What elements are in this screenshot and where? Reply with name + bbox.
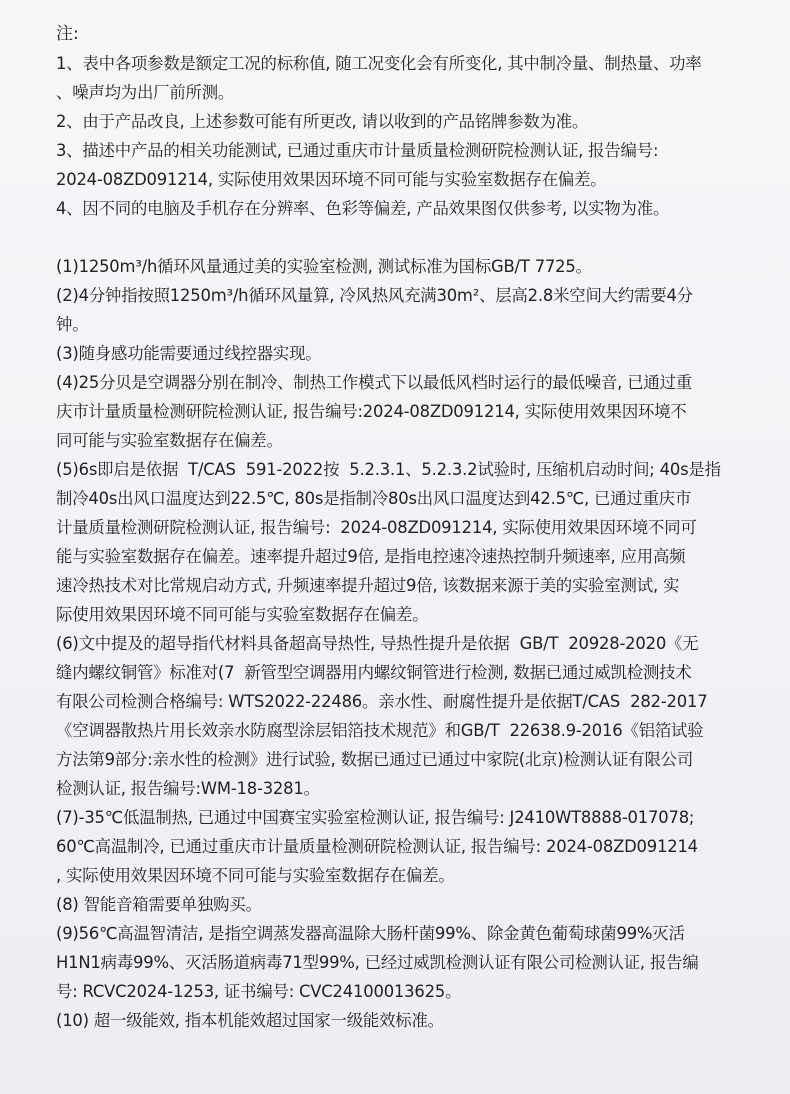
footnote-line: (10) 超一级能效, 指本机能效超过国家一级能效标准。	[56, 1011, 444, 1030]
general-note-line: 4、因不同的电脑及手机存在分辨率、色彩等偏差, 产品效果图仅供参考, 以实物为准。	[56, 199, 670, 218]
footnotes	[56, 252, 738, 1035]
footnote-line: (4)25分贝是空调器分别在制冷、制热工作模式下以最低风档时运行的最低噪音, 已通过重	[56, 373, 692, 392]
footnote-line: 号: RCVC2024-1253, 证书编号: CVC24100013625。	[56, 982, 462, 1001]
footnote-line: (6)文中提及的超导指代材料具备超高导热性, 导热性提升是依据 GB/T 20928-2020《无	[56, 634, 699, 653]
general-note-line: 3、描述中产品的相关功能测试, 已通过重庆市计量质量检测研院检测认证, 报告编号:	[56, 141, 659, 160]
footnote-line: (1)1250m³/h循环风量通过美的实验室检测, 测试标准为国标GB/T 7725。	[56, 257, 592, 276]
footnote-line: (2)4分钟指按照1250m³/h循环风量算, 冷风热风充满30m²、层高2.8米空间大约需要4分	[56, 286, 693, 305]
footnote-line: 有限公司检测合格编号: WTS2022-22486。亲水性、耐腐性提升是依据T/CAS 282-2017	[56, 692, 708, 711]
footnote-line: 制冷40s出风口温度达到22.5℃, 80s是指制冷80s出风口温度达到42.5℃, 已通过重庆市	[56, 489, 692, 508]
footnote-line: 钟。	[56, 315, 89, 334]
footnote-line: (5)6s即启是依据 T/CAS 591-2022按 5.2.3.1、5.2.3.2试验时, 压缩机启动时间; 40s是指	[56, 460, 721, 479]
section-spacer	[56, 223, 738, 252]
footnote-line: 检测认证, 报告编号:WM-18-3281。	[56, 779, 320, 798]
footnote-line: 缝内螺纹铜管》标准对(7 新管型空调器用内螺纹铜管进行检测, 数据已通过威凯检测技术	[56, 663, 692, 682]
footnote-line: 方法第9部分:亲水性的检测》进行试验, 数据已通过已通过中家院(北京)检测认证有限公司	[56, 750, 694, 769]
general-notes	[56, 49, 738, 223]
footnote-line: 同可能与实验室数据存在偏差。	[56, 431, 283, 450]
footnote-line: H1N1病毒99%、灭活肠道病毒71型99%, 已经过威凯检测认证有限公司检测认证, 报告编	[56, 953, 699, 972]
general-note-line: 2、由于产品改良, 上述参数可能有所更改, 请以收到的产品铭牌参数为准。	[56, 112, 589, 131]
footnote-line: 速冷热技术对比常规启动方式, 升频速率提升超过9倍, 该数据来源于美的实验室测试, 实	[56, 576, 680, 595]
notes-title: 注:	[56, 24, 79, 44]
footnote-line: , 实际使用效果因环境不同可能与实验室数据存在偏差。	[56, 866, 455, 885]
general-note-line: 、噪声均为出厂前所测。	[56, 83, 235, 102]
footnote-line: (8) 智能音箱需要单独购买。	[56, 895, 262, 914]
footnote-line: 《空调器散热片用长效亲水防腐型涂层铝箔技术规范》和GB/T 22638.9-2016《铝箔试验	[56, 721, 704, 740]
footnote-line: (3)随身感功能需要通过线控器实现。	[56, 344, 322, 363]
footnote-line: 能与实验室数据存在偏差。速率提升超过9倍, 是指电控速冷速热控制升频速率, 应用高频	[56, 547, 686, 566]
footnote-line: 际使用效果因环境不同可能与实验室数据存在偏差。	[56, 605, 429, 624]
footnote-line: (9)56℃高温智清洁, 是指空调蒸发器高温除大肠杆菌99%、除金黄色葡萄球菌99%灭活	[56, 924, 685, 943]
footnote-line: 计量质量检测研院检测认证, 报告编号: 2024-08ZD091214, 实际使用效果因环境不同可	[56, 518, 697, 537]
footnote-line: 60℃高温制冷, 已通过重庆市计量质量检测研院检测认证, 报告编号: 2024-08ZD091214	[56, 837, 698, 856]
footnote-line: (7)-35℃低温制热, 已通过中国赛宝实验室检测认证, 报告编号: J2410WT8888-017078;	[56, 808, 695, 827]
general-note-line: 2024-08ZD091214, 实际使用效果因环境不同可能与实验室数据存在偏差。	[56, 170, 607, 189]
footnote-line: 庆市计量质量检测研院检测认证, 报告编号:2024-08ZD091214, 实际使用效果因环境不	[56, 402, 687, 421]
general-note-line: 1、表中各项参数是额定工况的标称值, 随工况变化会有所变化, 其中制冷量、制热量、功率	[56, 54, 702, 73]
